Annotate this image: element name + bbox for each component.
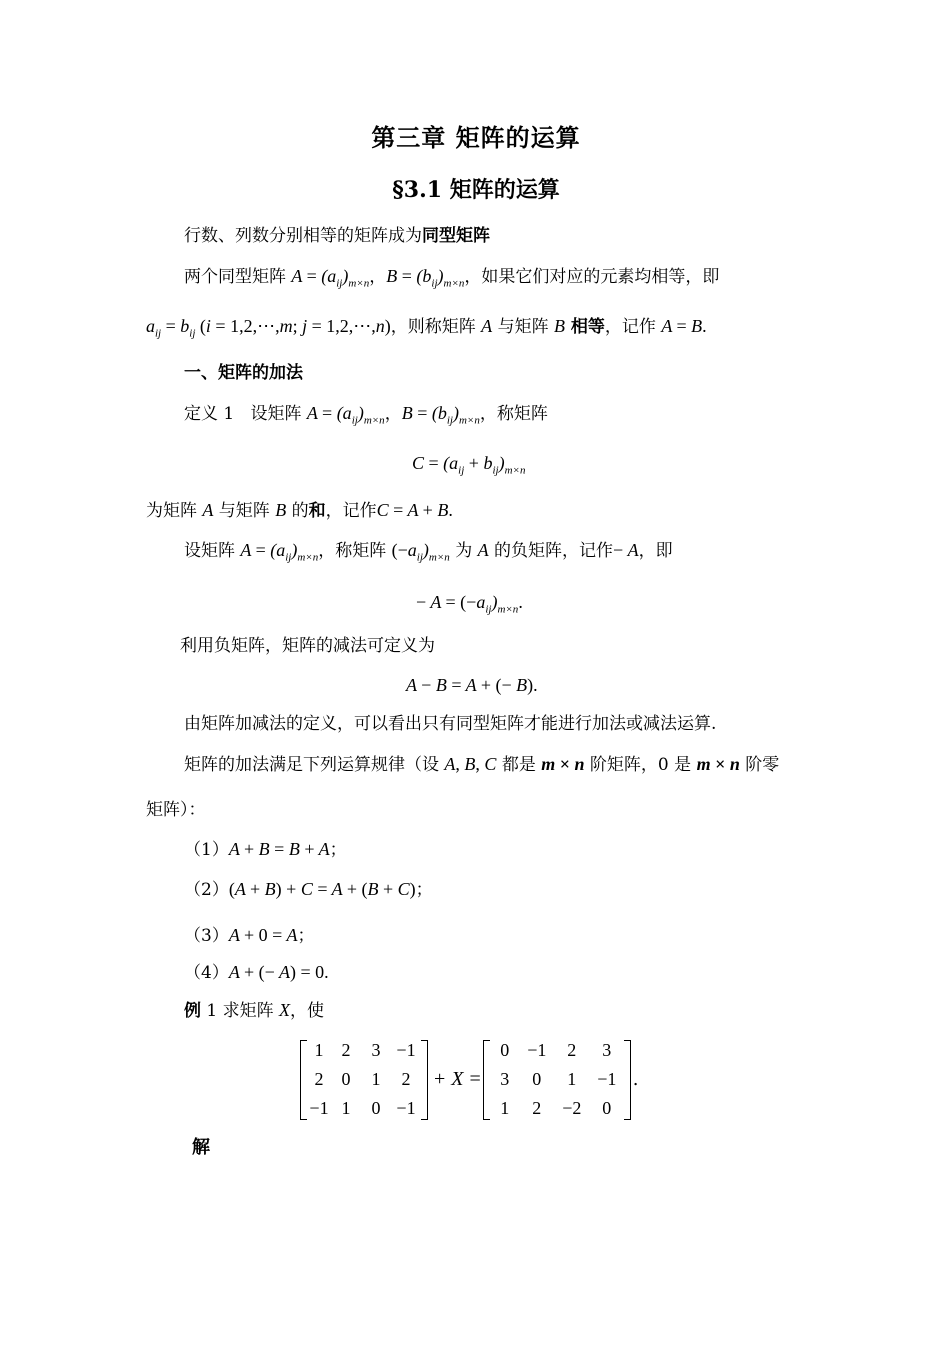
matrix-cell: 2 (314, 1069, 324, 1089)
matrix-cell: 2 (532, 1098, 542, 1118)
matrix-cell: 0 (371, 1098, 381, 1118)
law-4: （4）A + (− A) = 0. (184, 962, 329, 983)
law-2: （2）(A + B) + C = A + (B + C)； (184, 879, 433, 900)
formula-aij-eq-bij: $a_{ij} = b_{ij}$ (i = 1,2,⋯,m; j = 1,2,⋯,n) (146, 316, 391, 340)
chapter-title: 第三章 矩阵的运算 (371, 123, 581, 152)
formula-b-def: $B = (b_{ij})_{m\times n}$ (386, 266, 465, 290)
matrix-cell: 0 (532, 1069, 542, 1089)
matrix-cell: 3 (602, 1040, 612, 1060)
formula-c-eq-a-plus-b: C = A + B. (376, 500, 453, 520)
formula-a-def: $A = (a_{ij})_{m\times n}$ (291, 266, 370, 290)
paragraph-subtraction: 利用负矩阵，矩阵的减法可定义为 (180, 636, 435, 656)
formula-a-eq-b: A = B. (661, 316, 707, 336)
matrix-cell: −1 (396, 1098, 416, 1118)
paragraph-same-type: 行数、列数分别相等的矩阵成为同型矩阵 (184, 226, 490, 246)
matrix-cell: 0 (602, 1098, 612, 1118)
paragraph-laws-cont: 矩阵）： (146, 800, 206, 820)
matrix-cell: 0 (341, 1069, 351, 1089)
matrix-cell: −1 (527, 1040, 547, 1060)
matrix-cell: −1 (396, 1040, 416, 1060)
paragraph-sum: 为矩阵 A 与矩阵 B 的和，记作C = A + B. (146, 500, 453, 521)
solution-label: 解 (192, 1137, 210, 1158)
matrix-b (490, 1036, 624, 1123)
example-1: 例 1 求矩阵 X，使 (184, 1000, 325, 1021)
matrix-cell: 2 (567, 1040, 577, 1060)
matrix-cell: 2 (341, 1040, 351, 1060)
matrix-cell: −1 (309, 1098, 329, 1118)
law-1: （1）A + B = B + A； (184, 839, 347, 860)
paragraph-remark: 由矩阵加减法的定义，可以看出只有同型矩阵才能进行加法或减法运算. (184, 714, 717, 734)
matrix-cell: 1 (500, 1098, 510, 1118)
matrix-cell: 3 (371, 1040, 381, 1060)
paragraph-laws: 矩阵的加法满足下列运算规律（设 A, B, C 都是 m × n 阶矩阵，0 是 m × n 阶零 (184, 754, 780, 775)
definition-1: 定义 1 设矩阵 $A = (a_{ij})_{m\times n}$，$B = (b_{ij})_{m\times n}$，称矩阵 (184, 403, 548, 427)
paragraph-equal-cond: $a_{ij} = b_{ij}$ (i = 1,2,⋯,m; j = 1,2,⋯,n)，则称矩阵 A 与矩阵 B 相等，记作 A = B. (146, 316, 707, 340)
matrix-cell: 1 (314, 1040, 324, 1060)
matrix-cell: 0 (500, 1040, 510, 1060)
formula-sum-def: $C = (a_{ij} + b_{ij})_{m\times n}$ (412, 453, 526, 477)
matrix-cell: −1 (597, 1069, 617, 1089)
matrix-cell: 1 (341, 1098, 351, 1118)
formula-subtraction: A − B = A + (− B). (406, 675, 538, 695)
matrix-cell: 1 (567, 1069, 577, 1089)
matrix-cell: −2 (562, 1098, 582, 1118)
law-3: （3）A + 0 = A； (184, 925, 315, 946)
matrix-cell: 2 (401, 1069, 411, 1089)
matrix-equation: 1 2 3 −1 2 0 1 2 −1 1 0 −1 + X = 0 −1 2 3 3 0 1 −1 1 2 −2 0 . (300, 1036, 639, 1123)
formula-negative: − $A = (-a_{ij})_{m\times n}$. (416, 592, 523, 616)
subsection-addition: 一、矩阵的加法 (184, 363, 303, 383)
matrix-a (307, 1036, 421, 1123)
matrix-cell: 1 (371, 1069, 381, 1089)
paragraph-negative: 设矩阵 $A = (a_{ij})_{m\times n}$，称矩阵 $(-a_{ij})_{m\times n}$ 为 A 的负矩阵，记作− A，即 (184, 540, 673, 564)
section-title: §3.1 矩阵的运算 (392, 177, 560, 203)
matrix-cell: 3 (500, 1069, 510, 1089)
paragraph-equal-def: 两个同型矩阵 $A = (a_{ij})_{m\times n}$，$B = (b_{ij})_{m\times n}$，如果它们对应的元素均相等，即 (184, 266, 720, 290)
